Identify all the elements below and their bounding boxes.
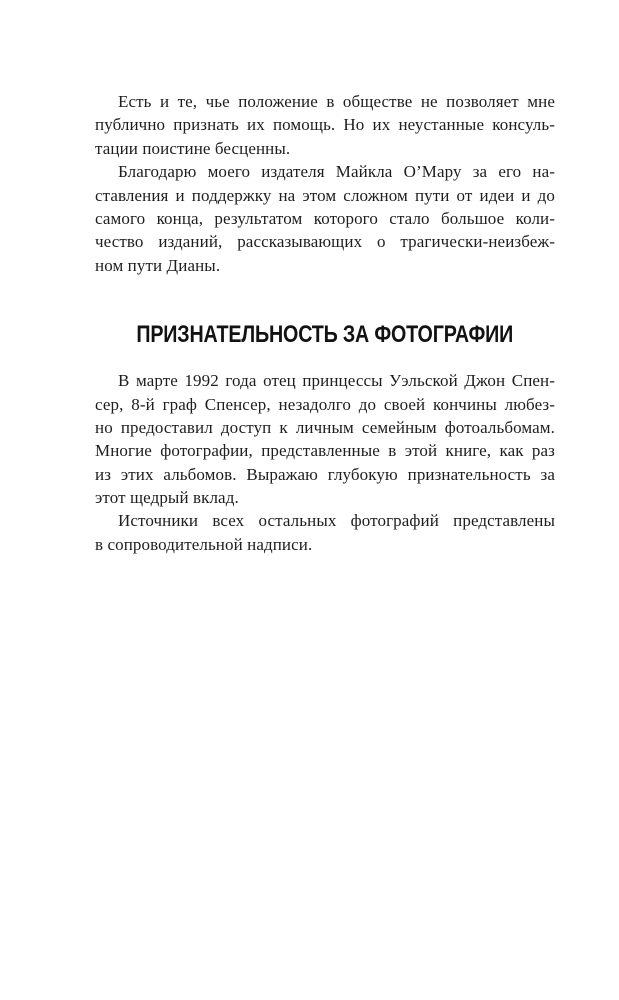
text-line: сер, 8-й граф Спенсер, незадолго до своей кончины любез- xyxy=(95,394,555,414)
text-line: Есть и те, чье положение в обществе не позволяет мне xyxy=(118,92,555,111)
section-heading-row xyxy=(95,323,555,347)
text-line: Благодарю моего издателя Майкла О’Мару за его на- xyxy=(118,162,555,182)
text-line: но предоставил доступ к личным семейным фотоальбомам. xyxy=(95,417,555,437)
text-line: В марте 1992 года отец принцессы Уэльской Джон Спен- xyxy=(118,371,555,391)
text-line: Источники всех остальных фотографий представлены xyxy=(118,511,555,531)
section-heading: ПРИЗНАТЕЛЬНОСТЬ ЗА ФОТОГРАФИИ xyxy=(136,321,514,349)
paragraph-1 xyxy=(95,90,555,160)
text-line: из этих альбомов. Выражаю глубокую признательность за xyxy=(95,464,555,484)
text-block xyxy=(95,90,555,556)
paragraph-2 xyxy=(95,160,555,277)
text-line: ставления и поддержку на этом сложном пути от идеи и до xyxy=(95,185,555,205)
paragraph-4 xyxy=(95,509,555,556)
text-line: тации поистине бесценны. xyxy=(95,138,291,158)
text-line: этот щедрый вклад. xyxy=(95,488,239,508)
text-line: в сопроводительной надписи. xyxy=(95,534,313,554)
paragraph-3 xyxy=(95,369,555,509)
text-line: ном пути Дианы. xyxy=(95,255,221,275)
text-line: чество изданий, рассказывающих о трагически-неизбеж- xyxy=(95,232,555,252)
text-line: публично признать их помощь. Но их неустанные консуль- xyxy=(95,115,555,135)
text-line: Многие фотографии, представленные в этой книге, как раз xyxy=(95,441,555,461)
text-line: самого конца, результатом которого стало большое коли- xyxy=(95,208,555,228)
